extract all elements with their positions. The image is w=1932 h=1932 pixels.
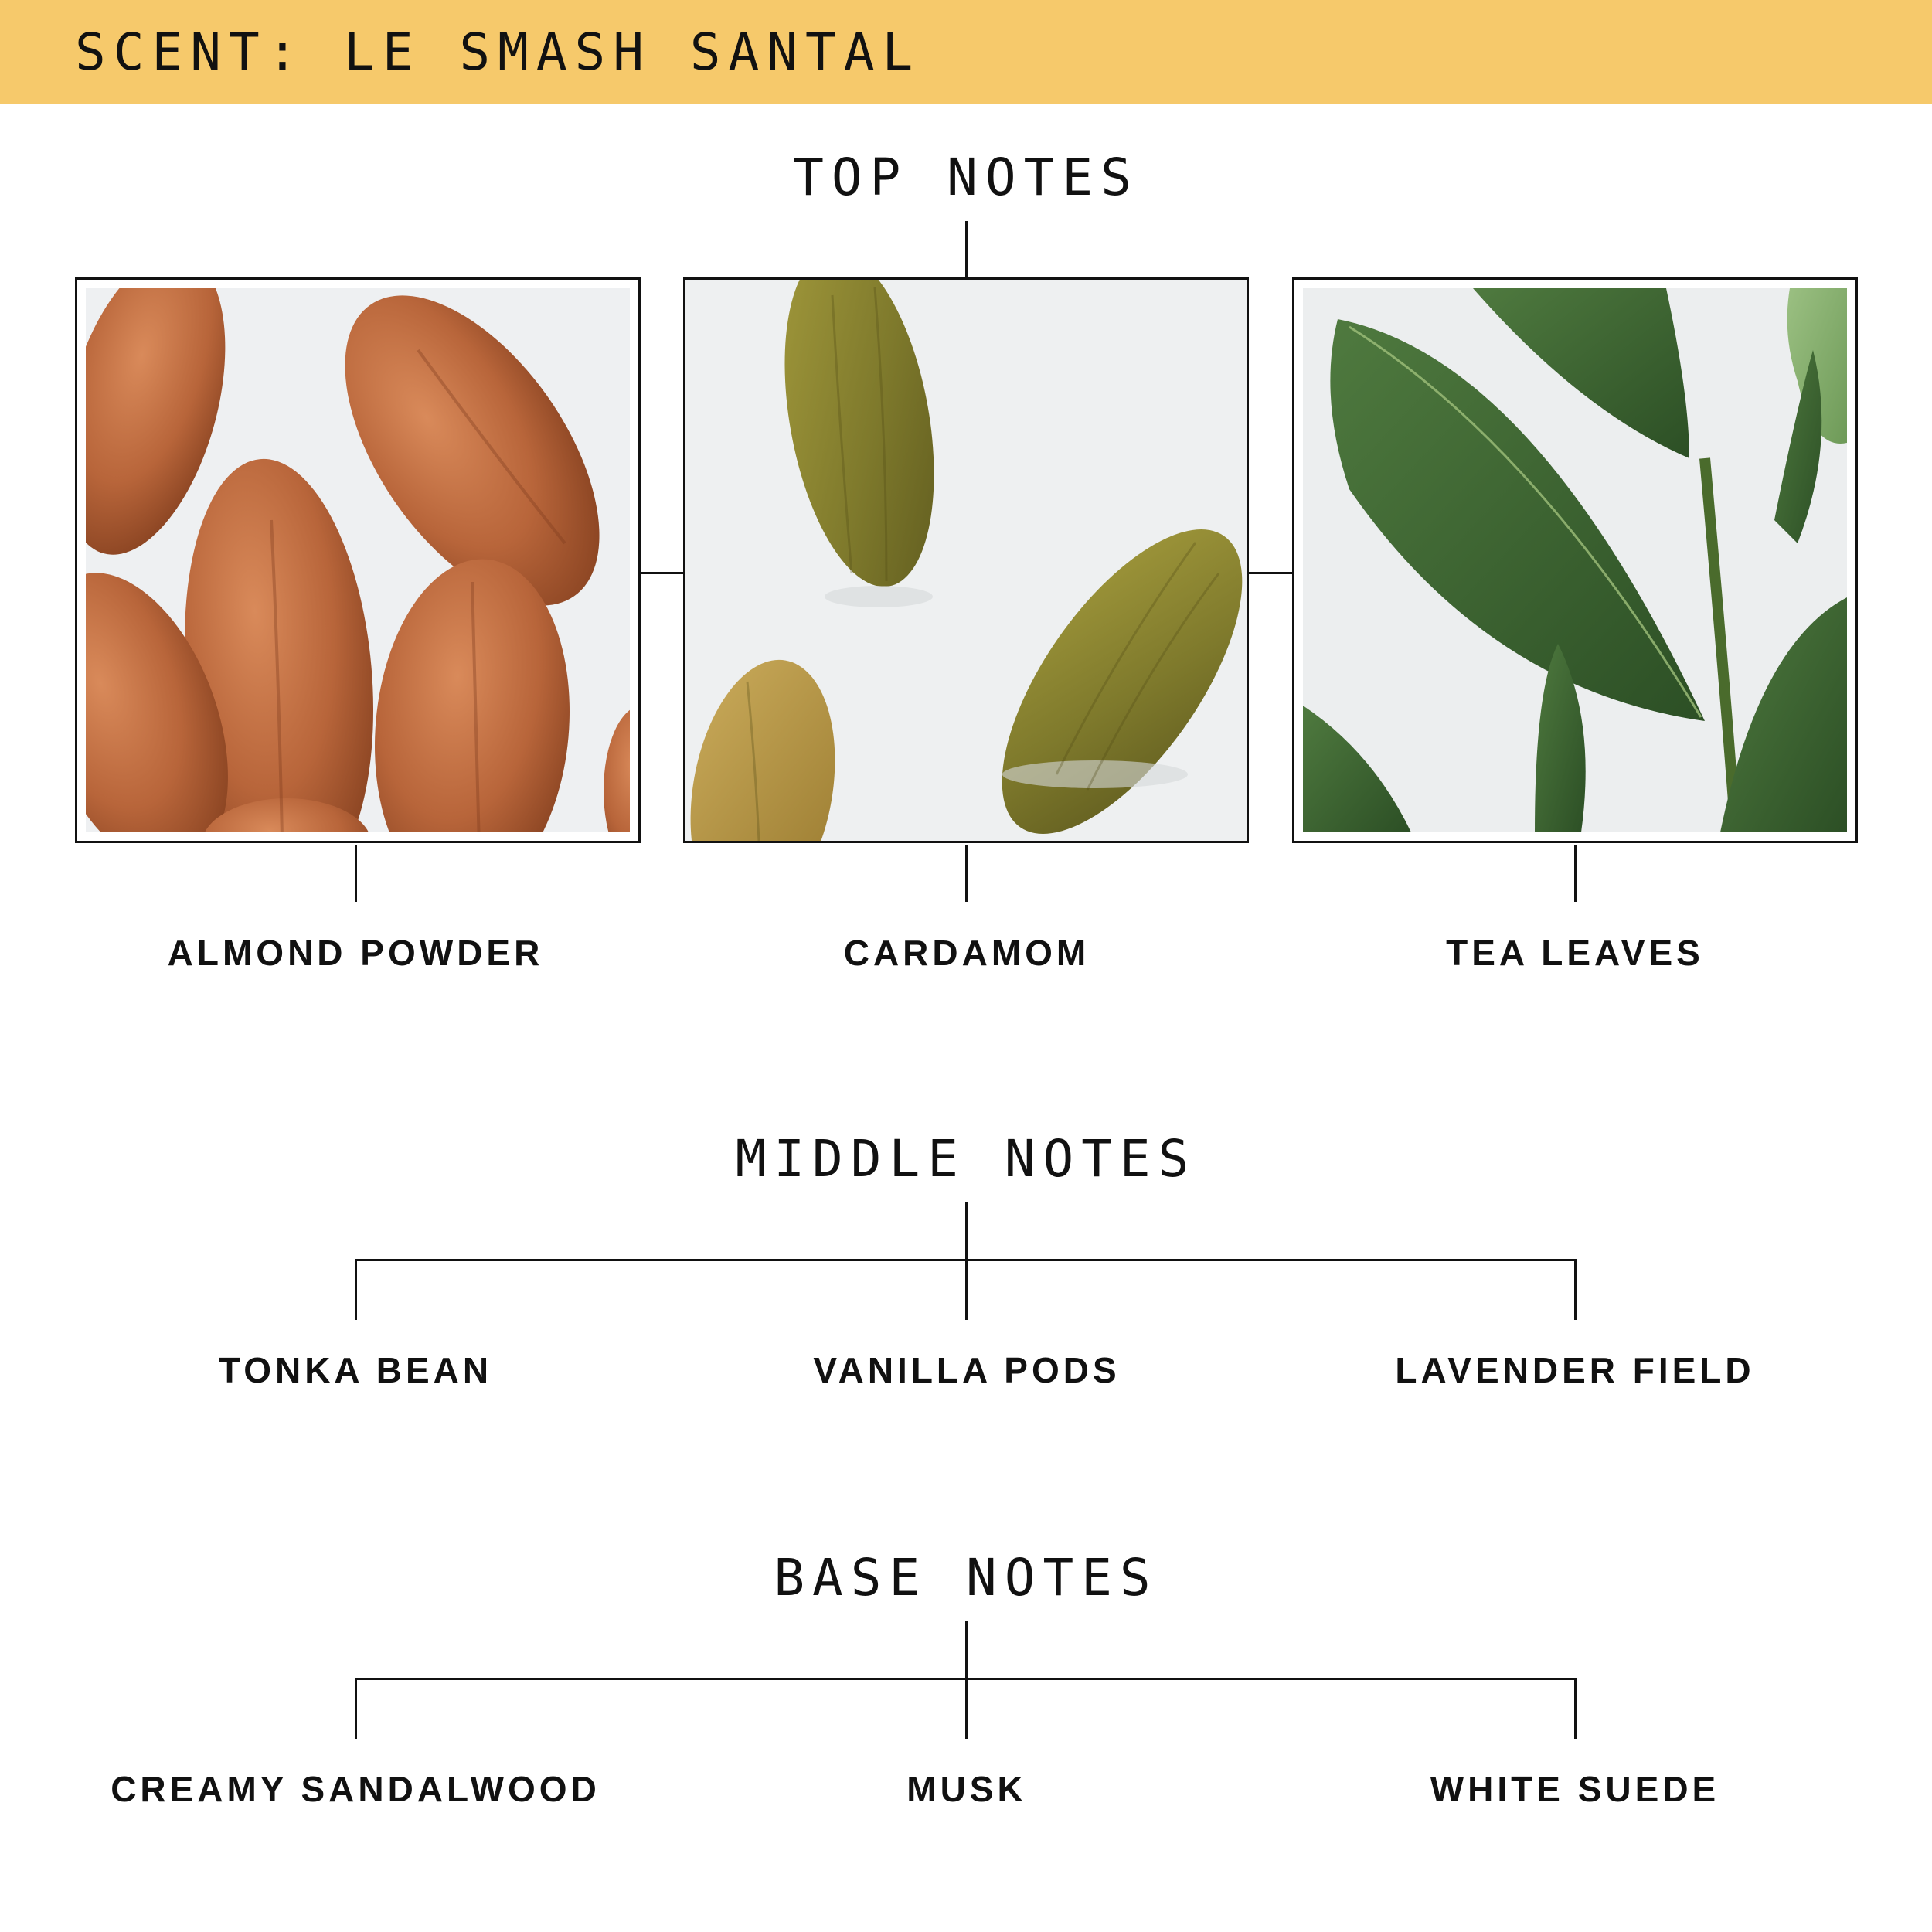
middle-notes-right-drop bbox=[1574, 1259, 1577, 1320]
middle-notes-stem bbox=[965, 1202, 968, 1320]
almond-photo bbox=[86, 288, 630, 832]
almond-photo-frame bbox=[75, 277, 641, 843]
base-note-label-white-suede: WHITE SUEDE bbox=[1430, 1769, 1720, 1809]
almond-label-connector bbox=[355, 845, 357, 902]
base-notes-stem bbox=[965, 1621, 968, 1739]
cardamom-label-connector bbox=[965, 845, 968, 902]
base-notes-branch bbox=[355, 1678, 1577, 1680]
scent-title: SCENT: LE SMASH SANTAL bbox=[75, 22, 921, 82]
top-notes-frame-connector-left bbox=[641, 572, 683, 574]
middle-notes-title: MIDDLE NOTES bbox=[735, 1129, 1197, 1189]
base-notes-left-drop bbox=[355, 1678, 357, 1739]
header-bar bbox=[0, 0, 1932, 104]
middle-note-label-tonka-bean: TONKA BEAN bbox=[218, 1350, 493, 1390]
cardamom-photo bbox=[685, 280, 1247, 841]
base-notes-title: BASE NOTES bbox=[774, 1548, 1158, 1607]
tea-leaves-label-connector bbox=[1574, 845, 1577, 902]
top-note-label-cardamom: CARDAMOM bbox=[843, 933, 1090, 973]
base-note-label-musk: MUSK bbox=[906, 1769, 1027, 1809]
tea-leaves-photo-frame bbox=[1292, 277, 1858, 843]
middle-note-label-vanilla-pods: VANILLA PODS bbox=[813, 1350, 1121, 1390]
base-note-label-creamy-sandalwood: CREAMY SANDALWOOD bbox=[111, 1769, 600, 1809]
top-note-label-tea-leaves: TEA LEAVES bbox=[1446, 933, 1704, 973]
base-notes-right-drop bbox=[1574, 1678, 1577, 1739]
top-notes-title: TOP NOTES bbox=[793, 148, 1139, 207]
top-note-label-almond: ALMOND POWDER bbox=[167, 933, 544, 973]
middle-notes-left-drop bbox=[355, 1259, 357, 1320]
top-notes-title-connector bbox=[965, 221, 968, 278]
top-notes-frame-connector-right bbox=[1249, 572, 1292, 574]
cardamom-photo-frame bbox=[683, 277, 1249, 843]
tea-leaves-photo bbox=[1303, 288, 1847, 832]
middle-notes-branch bbox=[355, 1259, 1577, 1261]
middle-note-label-lavender-field: LAVENDER FIELD bbox=[1395, 1350, 1755, 1390]
